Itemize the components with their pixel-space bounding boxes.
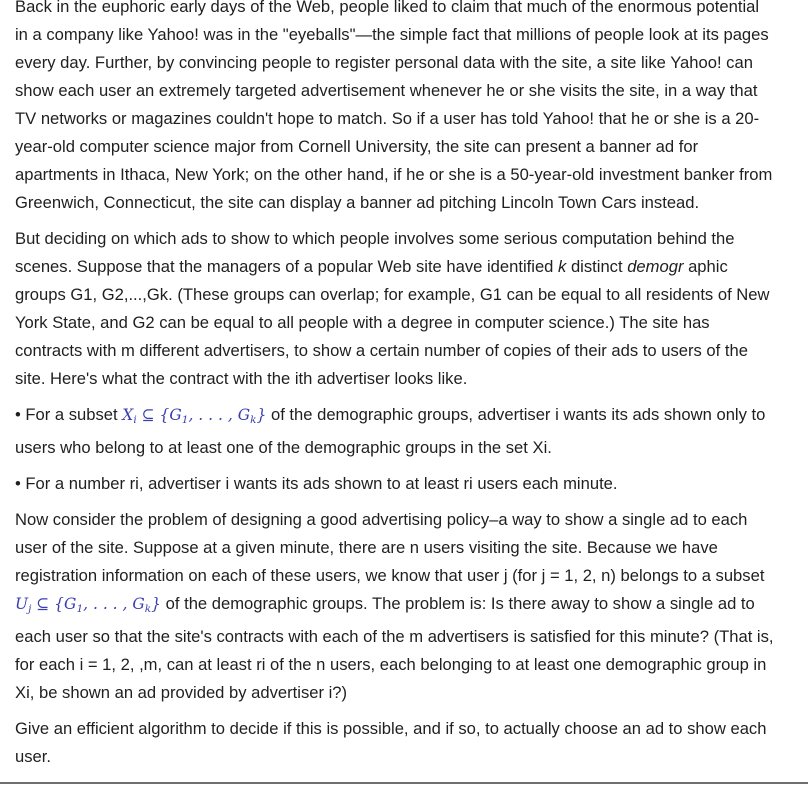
math-sub-1: 1: [76, 603, 84, 615]
italic-demogr: demogr: [627, 257, 684, 276]
problem-text: [15, 0, 775, 779]
math-sub-k: k: [250, 414, 257, 426]
bottom-divider: [0, 782, 808, 784]
variable-k: k: [558, 257, 567, 276]
bullet-subset: [15, 401, 775, 462]
math-x: X: [122, 406, 134, 424]
math-close: }: [256, 406, 267, 424]
task-paragraph: Give an efficient algorithm to decide if this is possible, and if so, to actually choose an ad to show each user.: [15, 719, 767, 766]
math-x-subset: [122, 406, 266, 424]
bullet-subset-text-a: • For a subset: [15, 405, 123, 424]
bullet-subset-text-b: of the demographic groups, advertiser i wants its ads shown only to users who belong to at least one of the demographic groups in the set Xi.: [15, 405, 766, 457]
math-close: }: [151, 595, 162, 613]
setup-text-c: aphic groups G1, G2,...,Gk. (These groups can overlap; for example, G1 can be equal to all residents of New York State, and G2 can be equal to all people with a degree in computer science.) The site has contracts with m different advertisers, to show a certain number of copies of their ads to users of the site. Here's what the contract with the ith advertiser looks like.: [15, 257, 770, 388]
policy-paragraph: [15, 506, 775, 707]
setup-text-a: But deciding on which ads to show to which people involves some serious computation behind the scenes. Suppose that the managers of a popular Web site have identified: [15, 229, 735, 276]
policy-text-a: Now consider the problem of designing a good advertising policy–a way to show a single ad to each user of the site. Suppose at a given minute, there are n users visiting the site. Because we have registration information on each of these users, we know that user j (for j = 1, 2, n) belongs to a subset: [15, 510, 765, 585]
policy-text-b: of the demographic groups. The problem is: Is there away to show a single ad to each user so that the site's contracts with each of the m advertisers is satisfied for this minute? (That is, for each i = 1, 2, ,m, can at least ri of the n users, each belonging to at least one demographic group in Xi, be shown an ad provided by advertiser i?): [15, 594, 774, 702]
setup-paragraph: [15, 225, 775, 393]
math-u-sub-j: j: [28, 603, 32, 615]
math-subset-open: ⊆ {G: [31, 595, 77, 613]
setup-text-b: distinct: [566, 257, 628, 276]
intro-paragraph: Back in the euphoric early days of the Web, people liked to claim that much of the enormous potential in a company like Yahoo! was in the "eyeballs"—the simple fact that millions of people look at its pages every day. Further, by convincing people to register personal data with the site, a site like Yahoo! can show each user an extremely targeted advertisement whenever he or she visits the site, in a way that TV networks or magazines couldn't hope to match. So if a user has told Yahoo! that he or she is a 20-year-old computer science major from Cornell University, the site can present a banner ad for apartments in Ithaca, New York; on the other hand, if he or she is a 50-year-old investment banker from Greenwich, Connecticut, the site can display a banner ad pitching Lincoln Town Cars instead.: [15, 0, 773, 212]
math-subset-open: ⊆ {G: [136, 406, 182, 424]
math-sub-k: k: [144, 603, 152, 615]
bullet-number: • For a number ri, advertiser i wants its ads shown to at least ri users each minute.: [15, 474, 618, 493]
math-dots: , . . . , G: [188, 406, 251, 424]
math-u-subset: [15, 595, 161, 613]
math-sub-1: 1: [181, 414, 189, 426]
math-u: U: [15, 595, 29, 613]
math-dots: , . . . , G: [83, 595, 145, 613]
math-x-sub-i: i: [133, 414, 137, 426]
